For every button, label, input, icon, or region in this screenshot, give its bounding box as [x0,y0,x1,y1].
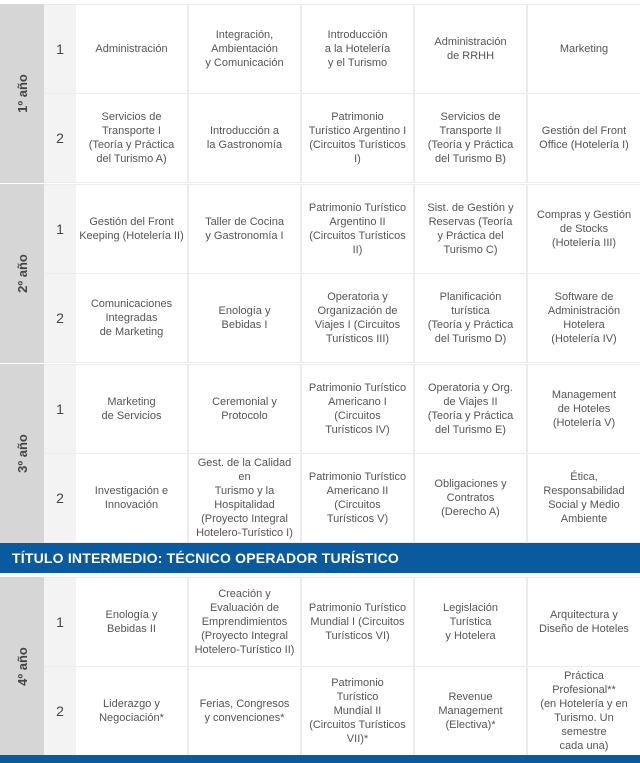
subject-cell [528,365,640,453]
subject-cell [528,454,640,542]
year-label [0,364,44,543]
subject-name: Marketing [559,43,609,55]
subject-cell [189,185,300,273]
subject-name: Taller de Cocina y Gastronomía I [205,216,284,242]
year-label-text: 3º año [14,434,30,473]
subject-name: Obligaciones y Contratos (Derecho A) [434,478,507,518]
subject-name: Gestión del Front Keeping (Hotelería II) [79,216,184,242]
subject-cell [189,454,300,542]
subject-cell [189,274,300,362]
year-label-text: 1º año [14,74,30,113]
subject-name: Patrimonio Turístico Mundial I (Circuitos Turísticos VI) [308,602,407,642]
subject-cell [76,454,187,542]
subject-name: Patrimonio Turístico Americano I (Circuitos Turísticos IV) [308,382,407,436]
subject-name: Integración, Ambientación y Comunicación [205,29,284,69]
subject-name: Introducción a la Gastronomía [206,125,283,151]
subject-name: Creación y Evaluación de Emprendimientos (Proyecto Integral Hotelero-Turístico II) [194,588,295,656]
subject-name: Legislación Turística y Hotelera [442,602,499,642]
subject-cell [528,667,640,755]
semester-row [44,365,640,453]
subject-name: Comunicaciones Integradas de Marketing [90,298,173,338]
subject-cell [415,274,526,362]
subject-cell [76,667,187,755]
subject-name: Patrimonio Turístico Americano II (Circuitos Turísticos V) [308,471,407,525]
subject-name: Revenue Management (Electiva)* [438,691,503,731]
bottom-bar [0,755,640,763]
subject-cell [415,185,526,273]
subject-name: Introducción a la Hotelería y el Turismo [324,29,391,69]
subject-name: Servicios de Transporte II (Teoría y Práctica del Turismo B) [427,111,514,165]
banner-title: TÍTULO INTERMEDIO: TÉCNICO OPERADOR TURÍSTICO [12,550,399,566]
subject-cell [76,94,187,182]
semester-number: 1 [44,578,76,666]
subject-name: Práctica Profesional** (en Hotelería y en Turismo. Un semestre cada una) [540,670,628,752]
subject-cell [76,185,187,273]
year-block [0,364,640,543]
subject-name: Planificación turística (Teoría y Práctica del Turismo D) [427,291,514,345]
subject-name: Administración [95,43,168,55]
subject-cell [76,5,187,93]
subject-cell [302,365,413,453]
subject-cell [415,365,526,453]
year-block [0,4,640,183]
semester-row [44,5,640,93]
subject-name: Software de Administración Hotelera (Hotelería IV) [547,291,621,345]
subject-cell [302,454,413,542]
subject-name: Investigación e Innovación [94,485,169,511]
subject-cell [302,274,413,362]
subject-cell [528,578,640,666]
semester-number: 2 [44,667,76,755]
intermediate-title-banner [0,543,640,573]
subject-cell [76,578,187,666]
subject-cell [76,365,187,453]
subject-name: Ética, Responsabilidad Social y Medio Ambiente [543,471,625,525]
subject-name: Enología y Bebidas II [105,609,158,635]
subject-cell [415,454,526,542]
semester-row [44,274,640,362]
subject-name: Operatoria y Organización de Viajes I (Circuitos Turísticos III) [314,291,401,345]
year-label [0,577,44,756]
semester-number: 1 [44,185,76,273]
subject-cell [302,578,413,666]
subject-name: Ceremonial y Protocolo [212,396,277,422]
subject-cell [302,185,413,273]
subject-cell [528,94,640,182]
year-label-text: 2º año [14,254,30,293]
subject-name: Compras y Gestión de Stocks (Hotelería III) [536,209,632,249]
year-block [0,184,640,363]
subject-cell [189,578,300,666]
subject-cell [302,667,413,755]
year-label [0,4,44,183]
subject-cell [189,365,300,453]
subject-cell [415,578,526,666]
semester-row [44,578,640,666]
subject-cell [302,94,413,182]
subject-cell [302,5,413,93]
subject-name: Patrimonio Turístico Argentino II (Circuitos Turísticos II) [308,202,407,256]
subject-name: Arquitectura y Diseño de Hoteles [539,609,629,635]
subject-name: Ferias, Congresos y convenciones* [199,698,290,724]
semester-number: 2 [44,274,76,362]
subject-cell [528,5,640,93]
subject-name: Patrimonio Turístico Argentino I (Circuitos Turísticos I) [308,111,407,165]
semester-number: 2 [44,94,76,182]
subject-name: Gestión del Front Office (Hotelería I) [539,125,629,151]
subject-cell [415,94,526,182]
subject-name: Management de Hoteles (Hotelería V) [551,389,617,429]
subject-cell [415,5,526,93]
subject-name: Sist. de Gestión y Reservas (Teoría y Práctica del Turismo C) [427,202,514,256]
subject-name: Liderazgo y Negociación* [99,698,164,724]
subject-cell [189,667,300,755]
year-label-text: 4º año [14,647,30,686]
year-label [0,184,44,363]
subject-name: Enología y Bebidas I [218,305,271,331]
subject-name: Administración de RRHH [434,36,507,62]
subject-cell [76,274,187,362]
subject-cell [189,5,300,93]
semester-row [44,94,640,182]
subject-name: Servicios de Transporte I (Teoría y Práctica del Turismo A) [88,111,175,165]
subject-cell [528,274,640,362]
semester-row [44,667,640,755]
subject-name: Patrimonio Turístico Mundial II (Circuitos Turísticos VII)* [309,677,406,745]
semester-row [44,454,640,542]
semester-number: 1 [44,5,76,93]
semester-number: 1 [44,365,76,453]
subject-cell [528,185,640,273]
subject-cell [189,94,300,182]
subject-name: Marketing de Servicios [101,396,162,422]
semester-number: 2 [44,454,76,542]
subject-cell [415,667,526,755]
subject-name: Gest. de la Calidad en Turismo y la Hospitalidad (Proyecto Integral Hotelero-Turístico I) [196,457,293,539]
subject-name: Operatoria y Org. de Viajes II (Teoría y Práctica del Turismo E) [427,382,514,436]
year-block [0,577,640,756]
semester-row [44,185,640,273]
